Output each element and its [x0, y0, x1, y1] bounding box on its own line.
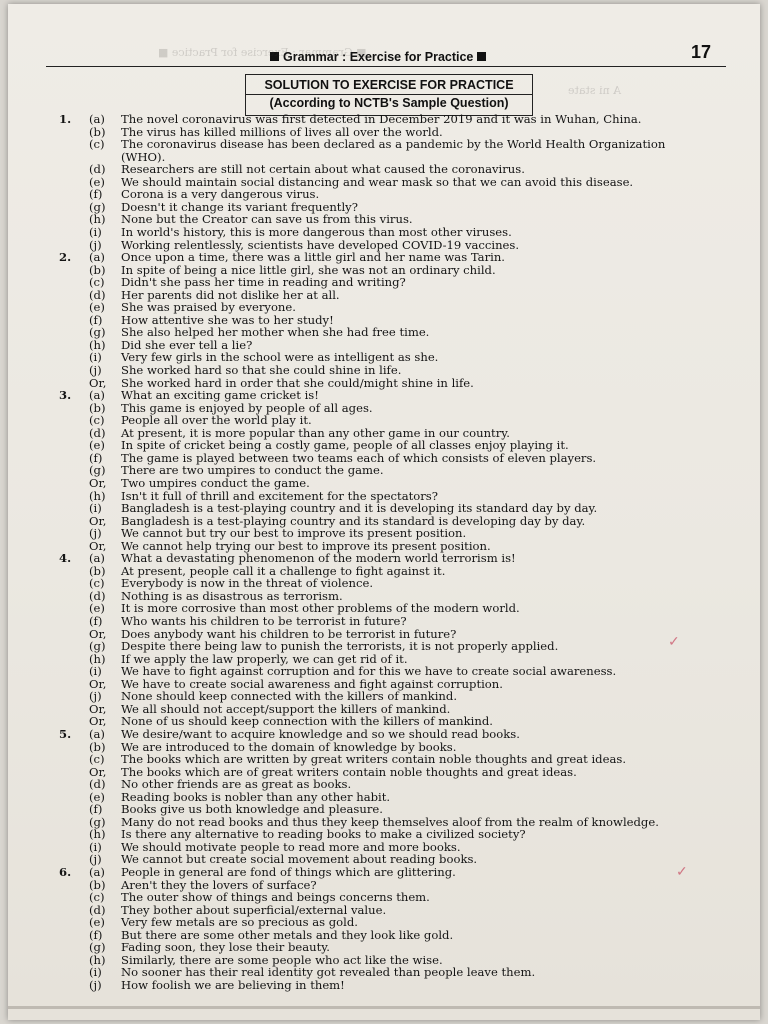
- item-label: (i): [89, 965, 102, 980]
- item-label: Or,: [89, 676, 107, 691]
- item-label: (c): [89, 275, 105, 290]
- answer-text: If we apply the law properly, we can get rid of it.: [121, 651, 408, 666]
- item-label: (f): [89, 614, 103, 628]
- item-label: (f): [89, 312, 103, 327]
- answer-text: Doesn't it change its variant frequently?: [121, 199, 358, 214]
- question-number: 1.: [59, 112, 72, 126]
- item-label: (e): [89, 300, 105, 315]
- solution-subtitle: (According to NCTB's Sample Question): [269, 96, 509, 110]
- solution-title: SOLUTION TO EXERCISE FOR PRACTICE: [264, 78, 514, 92]
- answer-text: She worked hard in order that she could/might shine in life.: [121, 375, 474, 390]
- item-label: (b): [89, 739, 106, 754]
- page-header: [8, 38, 760, 64]
- answer-text: (WHO).: [121, 149, 166, 164]
- item-label: (e): [89, 915, 105, 930]
- solution-title-box: [245, 74, 533, 116]
- answer-text: It is more corrosive than most other problems of the modern world.: [121, 601, 520, 616]
- answer-text: This game is enjoyed by people of all ages.: [121, 400, 373, 415]
- item-label: (b): [89, 877, 106, 892]
- item-label: (j): [89, 237, 102, 252]
- answer-text: The coronavirus disease has been declared as a pandemic by the World Health Organization: [121, 137, 666, 152]
- question-number: 4.: [59, 551, 72, 566]
- page-number: 17: [691, 42, 712, 62]
- item-label: (b): [89, 262, 106, 277]
- answer-text: Once upon a time, there was a little girl and her name was Tarin.: [121, 250, 505, 265]
- item-label: (c): [89, 413, 105, 428]
- item-label: (j): [89, 363, 102, 377]
- item-label: (d): [89, 287, 106, 302]
- answer-text: In world's history, this is more dangerous than most other viruses.: [121, 224, 512, 239]
- pen-mark-icon: ✓: [676, 864, 688, 880]
- page-edge: [8, 1006, 760, 1009]
- answer-text: What a devastating phenomenon of the modern world terrorism is!: [121, 551, 516, 566]
- answer-text: People in general are fond of things which are glittering.: [121, 865, 456, 879]
- item-label: (g): [89, 940, 106, 955]
- header-title: Grammar : Exercise for Practice: [283, 50, 474, 64]
- answer-text: People all over the world play it.: [121, 413, 312, 428]
- answer-text: They bother about superficial/external value.: [121, 902, 387, 917]
- item-label: (a): [89, 726, 105, 741]
- item-label: (g): [89, 463, 106, 478]
- item-label: (a): [89, 250, 105, 265]
- item-label: (g): [89, 814, 106, 829]
- item-label: (h): [89, 337, 106, 352]
- item-label: (f): [89, 802, 103, 817]
- item-label: (h): [89, 952, 106, 967]
- answer-text: We cannot help trying our best to improve its present position.: [121, 538, 491, 553]
- answer-text: There are two umpires to conduct the game.: [121, 463, 384, 478]
- answer-text: She worked hard so that she could shine in life.: [121, 363, 402, 377]
- square-bullet-icon: [477, 52, 486, 61]
- item-label: Or,: [89, 701, 107, 716]
- answer-text: Aren't they the lovers of surface?: [121, 877, 317, 892]
- item-label: (c): [89, 576, 105, 591]
- answer-text: Despite there being law to punish the terrorists, it is not properly applied.: [121, 639, 559, 654]
- answer-text: Does anybody want his children to be terrorist in future?: [121, 626, 457, 641]
- answer-text: But there are some other metals and they look like gold.: [121, 927, 454, 942]
- answer-text: Everybody is now in the threat of violence.: [121, 576, 374, 591]
- show-through-text: ■ Grammar : Exercise for Practice ■: [158, 46, 367, 59]
- answer-text: We should motivate people to read more and more books.: [121, 839, 461, 854]
- answer-text: How attentive she was to her study!: [121, 312, 334, 327]
- answer-text: Bangladesh is a test-playing country and its standard is developing day by day.: [121, 513, 586, 528]
- answer-text: Is there any alternative to reading books to make a civilized society?: [121, 827, 526, 842]
- item-label: (i): [89, 839, 102, 854]
- answer-text: Her parents did not dislike her at all.: [121, 287, 340, 302]
- item-label: (j): [89, 977, 102, 992]
- item-label: (d): [89, 588, 106, 603]
- item-label: (e): [89, 789, 105, 804]
- item-label: (b): [89, 124, 106, 139]
- item-label: (e): [89, 601, 105, 616]
- answer-text: No sooner has their real identity got revealed than people leave them.: [121, 965, 536, 980]
- item-label: Or,: [89, 626, 107, 641]
- answer-text: We all should not accept/support the killers of mankind.: [121, 701, 451, 716]
- item-label: (a): [89, 388, 105, 403]
- item-label: (g): [89, 325, 106, 340]
- answer-text: None of us should keep connection with the killers of mankind.: [121, 714, 493, 729]
- answer-text: None but the Creator can save us from this virus.: [121, 212, 413, 227]
- item-label: (g): [89, 199, 106, 214]
- item-label: (a): [89, 865, 105, 879]
- answer-text: Reading books is nobler than any other habit.: [121, 789, 391, 804]
- item-label: (a): [89, 112, 105, 126]
- answer-text: How foolish we are believing in them!: [121, 977, 345, 992]
- answer-text: We have to fight against corruption and for this we have to create social awareness.: [121, 664, 617, 679]
- item-label: (e): [89, 438, 105, 453]
- item-label: (f): [89, 927, 103, 942]
- document-page: [8, 4, 760, 1020]
- item-label: (f): [89, 187, 103, 202]
- answer-text: We should maintain social distancing and wear mask so that we can avoid this disease.: [121, 174, 634, 189]
- question-number: 3.: [59, 388, 72, 403]
- item-label: (h): [89, 488, 106, 503]
- answer-text: Fading soon, they lose their beauty.: [121, 940, 330, 955]
- answer-text: Who wants his children to be terrorist in future?: [121, 614, 407, 628]
- answer-text: Did she ever tell a lie?: [121, 337, 253, 352]
- item-label: (d): [89, 777, 106, 792]
- answer-text: Very few metals are so precious as gold.: [121, 915, 358, 930]
- answer-text: Isn't it full of thrill and excitement for the spectators?: [121, 488, 438, 503]
- answer-text: Bangladesh is a test-playing country and it is developing its standard day by day.: [121, 501, 598, 516]
- answer-text: At present, people call it a challenge to fight against it.: [121, 563, 446, 578]
- item-label: (h): [89, 827, 106, 842]
- question-number: 6.: [59, 865, 72, 879]
- item-label: Or,: [89, 475, 107, 490]
- item-label: (i): [89, 224, 102, 239]
- item-label: (b): [89, 563, 106, 578]
- answer-text: The novel coronavirus was first detected in December 2019 and it was in Wuhan, China.: [121, 112, 642, 126]
- item-label: Or,: [89, 538, 107, 553]
- item-label: (g): [89, 639, 106, 654]
- show-through-text: A ni state: [568, 84, 622, 97]
- question-number: 5.: [59, 726, 72, 741]
- item-label: (c): [89, 137, 105, 152]
- question-number: 2.: [59, 250, 72, 265]
- item-label: (h): [89, 212, 106, 227]
- answer-text: Nothing is as disastrous as terrorism.: [121, 588, 343, 603]
- item-label: (i): [89, 501, 102, 516]
- item-label: (i): [89, 664, 102, 679]
- answer-text: Working relentlessly, scientists have developed COVID-19 vaccines.: [121, 237, 520, 252]
- answer-text: Similarly, there are some people who act like the wise.: [121, 952, 443, 967]
- answer-text: The outer show of things and beings concerns them.: [121, 890, 430, 905]
- item-label: (j): [89, 689, 102, 704]
- answer-text: Researchers are still not certain about what caused the coronavirus.: [121, 162, 525, 177]
- answer-text: Very few girls in the school were as intelligent as she.: [121, 350, 439, 365]
- answer-text: In spite of being a nice little girl, she was not an ordinary child.: [121, 262, 496, 277]
- item-label: (j): [89, 852, 102, 867]
- answer-text: What an exciting game cricket is!: [121, 388, 319, 403]
- answer-text: In spite of cricket being a costly game, people of all classes enjoy playing it.: [121, 438, 569, 453]
- item-label: (b): [89, 400, 106, 415]
- item-label: (i): [89, 350, 102, 365]
- box-divider: [246, 94, 532, 95]
- item-label: (d): [89, 162, 106, 177]
- answer-text: We are introduced to the domain of knowledge by books.: [121, 739, 457, 754]
- answer-text: The books which are written by great writers contain noble thoughts and great ideas.: [121, 752, 627, 767]
- answer-text: Two umpires conduct the game.: [121, 475, 310, 490]
- answer-text: Books give us both knowledge and pleasure.: [121, 802, 383, 817]
- header-divider: [46, 66, 726, 67]
- answer-text: None should keep connected with the killers of mankind.: [121, 689, 457, 704]
- answer-text: No other friends are as great as books.: [121, 777, 352, 792]
- item-label: Or,: [89, 375, 107, 390]
- answer-text: The books which are of great writers contain noble thoughts and great ideas.: [121, 764, 577, 779]
- item-label: (d): [89, 425, 106, 440]
- answer-text: Corona is a very dangerous virus.: [121, 187, 320, 202]
- item-label: Or,: [89, 764, 107, 779]
- item-label: (f): [89, 450, 103, 465]
- item-label: (h): [89, 651, 106, 666]
- answer-text: Many do not read books and thus they keep themselves aloof from the realm of knowledge.: [121, 814, 659, 829]
- item-label: (e): [89, 174, 105, 189]
- pen-mark-icon: ✓: [668, 634, 680, 650]
- answer-line: [8, 978, 760, 992]
- answer-text: We desire/want to acquire knowledge and so we should read books.: [121, 726, 520, 741]
- item-label: (a): [89, 551, 105, 566]
- item-label: (j): [89, 526, 102, 541]
- answer-text: She also helped her mother when she had free time.: [121, 325, 430, 340]
- item-label: Or,: [89, 714, 107, 729]
- answer-text: We cannot but create social movement about reading books.: [121, 852, 478, 867]
- answer-text: The game is played between two teams each of which consists of eleven players.: [121, 450, 597, 465]
- item-label: (d): [89, 902, 106, 917]
- item-label: (c): [89, 890, 105, 905]
- answer-text: We cannot but try our best to improve its present position.: [121, 526, 467, 541]
- answer-text: Didn't she pass her time in reading and writing?: [121, 275, 406, 290]
- margin-marks: [648, 64, 760, 964]
- item-label: Or,: [89, 513, 107, 528]
- answer-text: We have to create social awareness and fight against corruption.: [121, 676, 503, 691]
- answer-text: At present, it is more popular than any other game in our country.: [121, 425, 510, 440]
- answer-text: The virus has killed millions of lives all over the world.: [121, 124, 443, 139]
- item-label: (c): [89, 752, 105, 767]
- answer-text: She was praised by everyone.: [121, 300, 296, 315]
